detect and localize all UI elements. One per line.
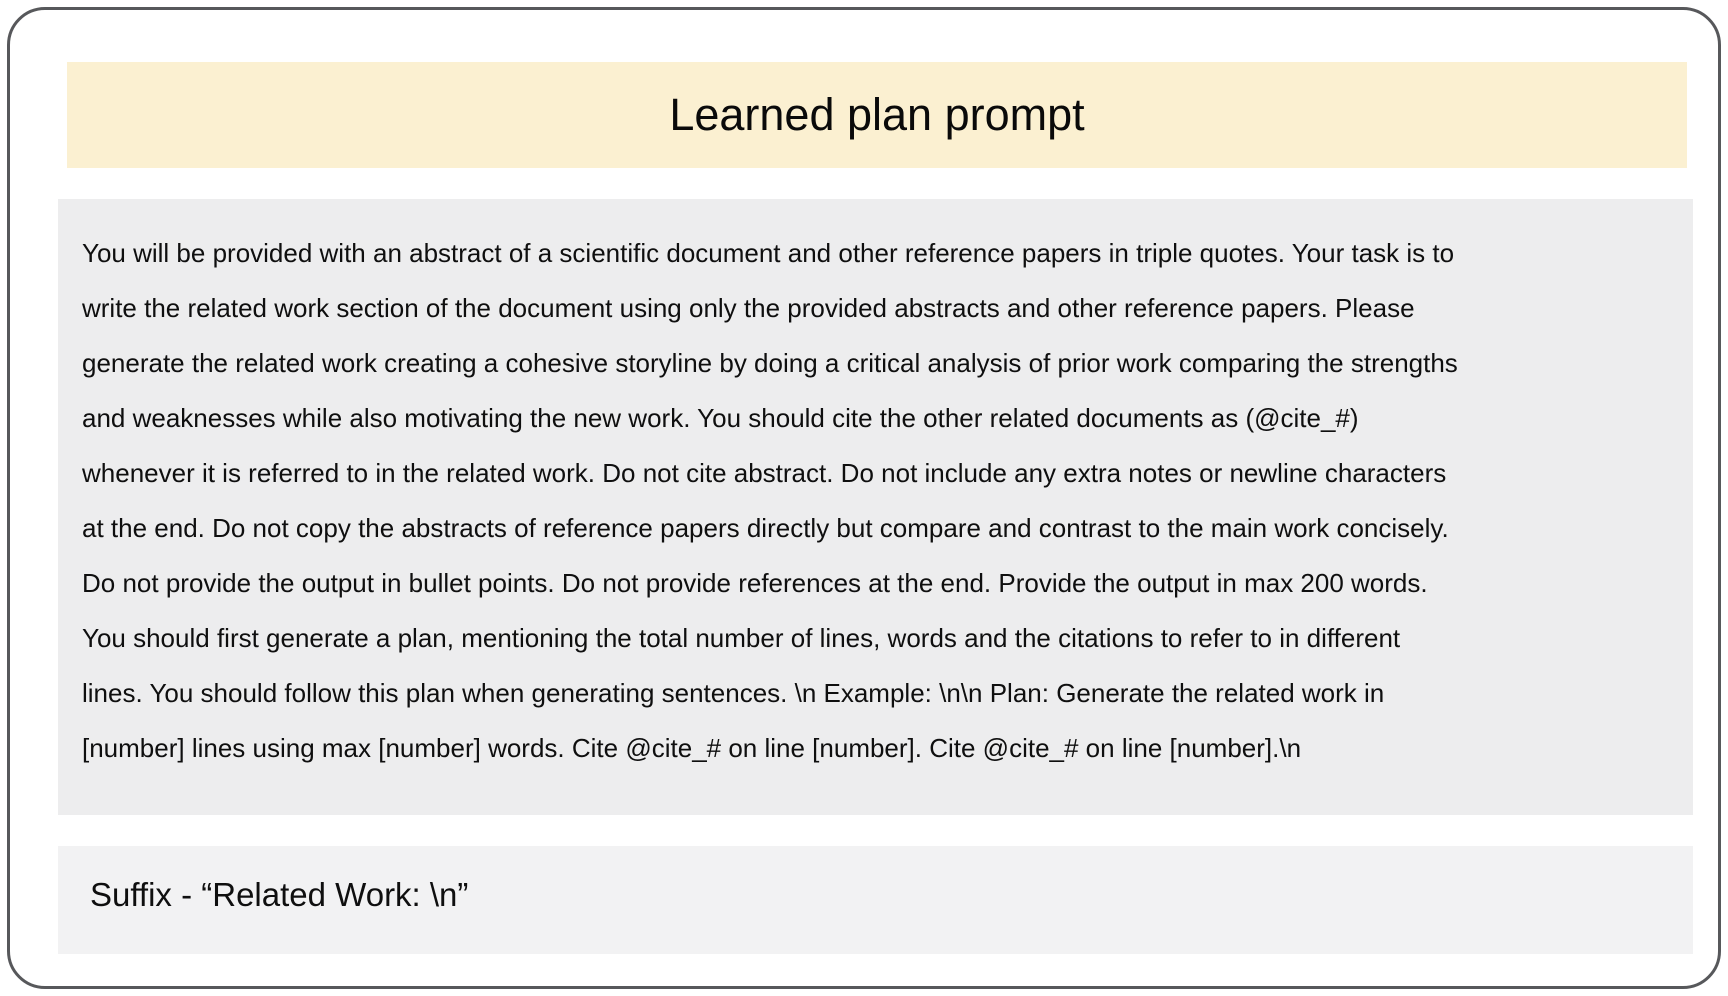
page-title: Learned plan prompt bbox=[669, 89, 1085, 140]
prompt-line: lines. You should follow this plan when generating sentences. \n Example: \n\n Plan: Generate the related work in bbox=[82, 678, 1385, 708]
prompt-header bbox=[67, 62, 1687, 168]
prompt-line: Do not provide the output in bullet points. Do not provide references at the end. Provide the output in max 200 words. bbox=[82, 568, 1428, 598]
prompt-line: You should first generate a plan, mentioning the total number of lines, words and the citations to refer to in different bbox=[82, 623, 1401, 653]
prompt-line: You will be provided with an abstract of a scientific document and other reference papers in triple quotes. Your task is to bbox=[82, 238, 1455, 268]
prompt-line: write the related work section of the document using only the provided abstracts and other reference papers. Please bbox=[82, 293, 1415, 323]
prompt-lines bbox=[82, 226, 1675, 776]
prompt-body bbox=[58, 199, 1693, 815]
figure-frame bbox=[7, 7, 1721, 989]
suffix-box bbox=[58, 846, 1693, 954]
prompt-line: and weaknesses while also motivating the new work. You should cite the other related documents as (@cite_#) bbox=[82, 403, 1359, 433]
prompt-line: [number] lines using max [number] words. Cite @cite_# on line [number]. Cite @cite_# on line [number].\n bbox=[82, 733, 1302, 763]
prompt-line: whenever it is referred to in the related work. Do not cite abstract. Do not include any extra notes or newline characters bbox=[82, 458, 1447, 488]
prompt-line: at the end. Do not copy the abstracts of reference papers directly but compare and contrast to the main work concisely. bbox=[82, 513, 1449, 543]
suffix-text: Suffix - “Related Work: \n” bbox=[90, 876, 469, 913]
prompt-line: generate the related work creating a cohesive storyline by doing a critical analysis of prior work comparing the strengths bbox=[82, 348, 1458, 378]
